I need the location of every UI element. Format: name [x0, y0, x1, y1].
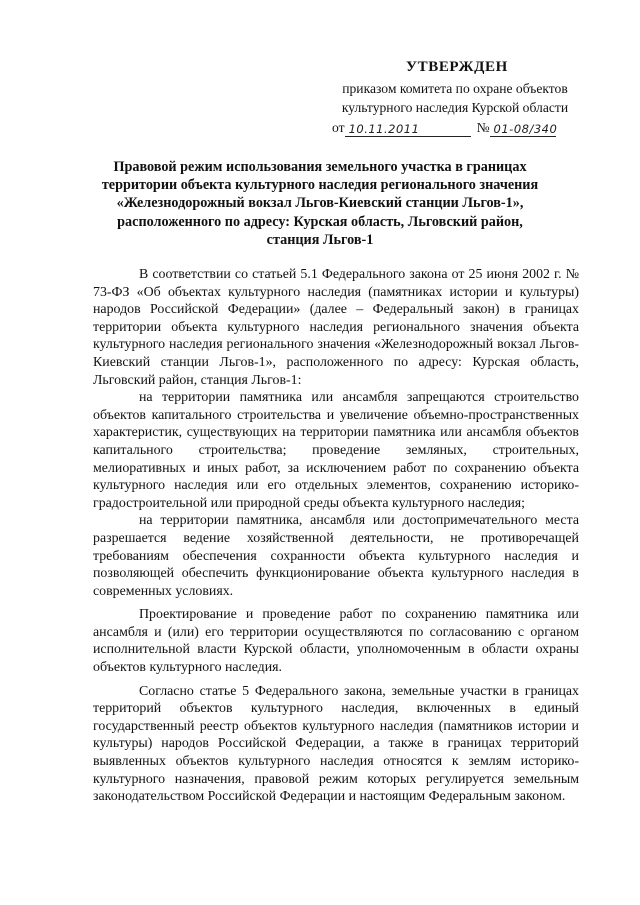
- approval-stamp-block: [316, 58, 594, 137]
- document-body: [93, 266, 579, 812]
- approval-date-number-row: [316, 118, 594, 137]
- handwritten-date: 10.11.2011: [345, 122, 471, 137]
- handwritten-number: 01-08/340: [490, 122, 556, 137]
- title-line-3: «Железнодорожный вокзал Льгов-Киевский станции Льгов-1»,: [116, 195, 524, 212]
- title-line-5: станция Льгов-1: [266, 231, 374, 248]
- paragraph-land-status: Согласно статье 5 Федерального закона, земельные участки в границах территорий объектов культурного наследия, включенных в единый государственный реестр объектов культурного наследия (памятников истории и культуры) народов Российской Федерации, а также в границах территорий выявленных объектов культурного наследия относятся к землям историко-культурного назначения, правовой режим которых регулируется земельным законодательством Российской Федерации и настоящим Федеральным законом.: [93, 683, 579, 805]
- approval-line-2: культурного наследия Курской области: [341, 100, 569, 115]
- title-line-1: Правовой режим использования земельного участка в границах: [113, 159, 527, 175]
- paragraph-prohibitions: на территории памятника или ансамбля запрещаются строительство объектов капитального строительства и увеличение объемно-пространственных характеристик, существующих на территории памятника или ансамбля объектов капитального строительства; проведение земляных, строительных, мелиоративных и иных работ, за исключением работ по сохранению объекта культурного наследия или его отдельных элементов, сохранению историко-градостроительной или природной среды объекта культурного наследия;: [93, 390, 579, 511]
- title-line-4: расположенного по адресу: Курская область, Льговский район,: [117, 213, 523, 230]
- approval-line-1: приказом комитета по охране объектов: [342, 81, 568, 96]
- number-prefix: №: [476, 120, 490, 135]
- date-prefix: от: [332, 120, 345, 135]
- paragraph-intro: В соответствии со статьей 5.1 Федерального закона от 25 июня 2002 г. № 73-ФЗ «Об объектах культурного наследия (памятниках истории и культуры) народов Российской Федерации» (далее – Федеральный закон) в границах территории объекта культурного наследия регионального значения объекта культурного наследия регионального значения «Железнодорожный вокзал Льгов-Киевский станции Льгов-1», расположенного по адресу: Курская область, Льговский район, станция Льгов-1:: [93, 267, 579, 388]
- document-title: [90, 158, 550, 249]
- paragraph-permissions: на территории памятника, ансамбля или достопримечательного места разрешается ведение хозяйственной деятельности, не противоречащей требованиям обеспечения сохранности объекта культурного наследия и позволяющей обеспечить функционирование объекта культурного наследия в современных условиях.: [93, 513, 579, 599]
- title-line-2: территории объекта культурного наследия регионального значения: [101, 177, 539, 194]
- paragraph-design-works: Проектирование и проведение работ по сохранению памятника или ансамбля и (или) его территории осуществляются по согласованию с органом исполнительной власти Курской области, уполномоченным в области охраны объектов культурного наследия.: [93, 607, 579, 676]
- approval-heading: УТВЕРЖДЕН: [406, 59, 508, 75]
